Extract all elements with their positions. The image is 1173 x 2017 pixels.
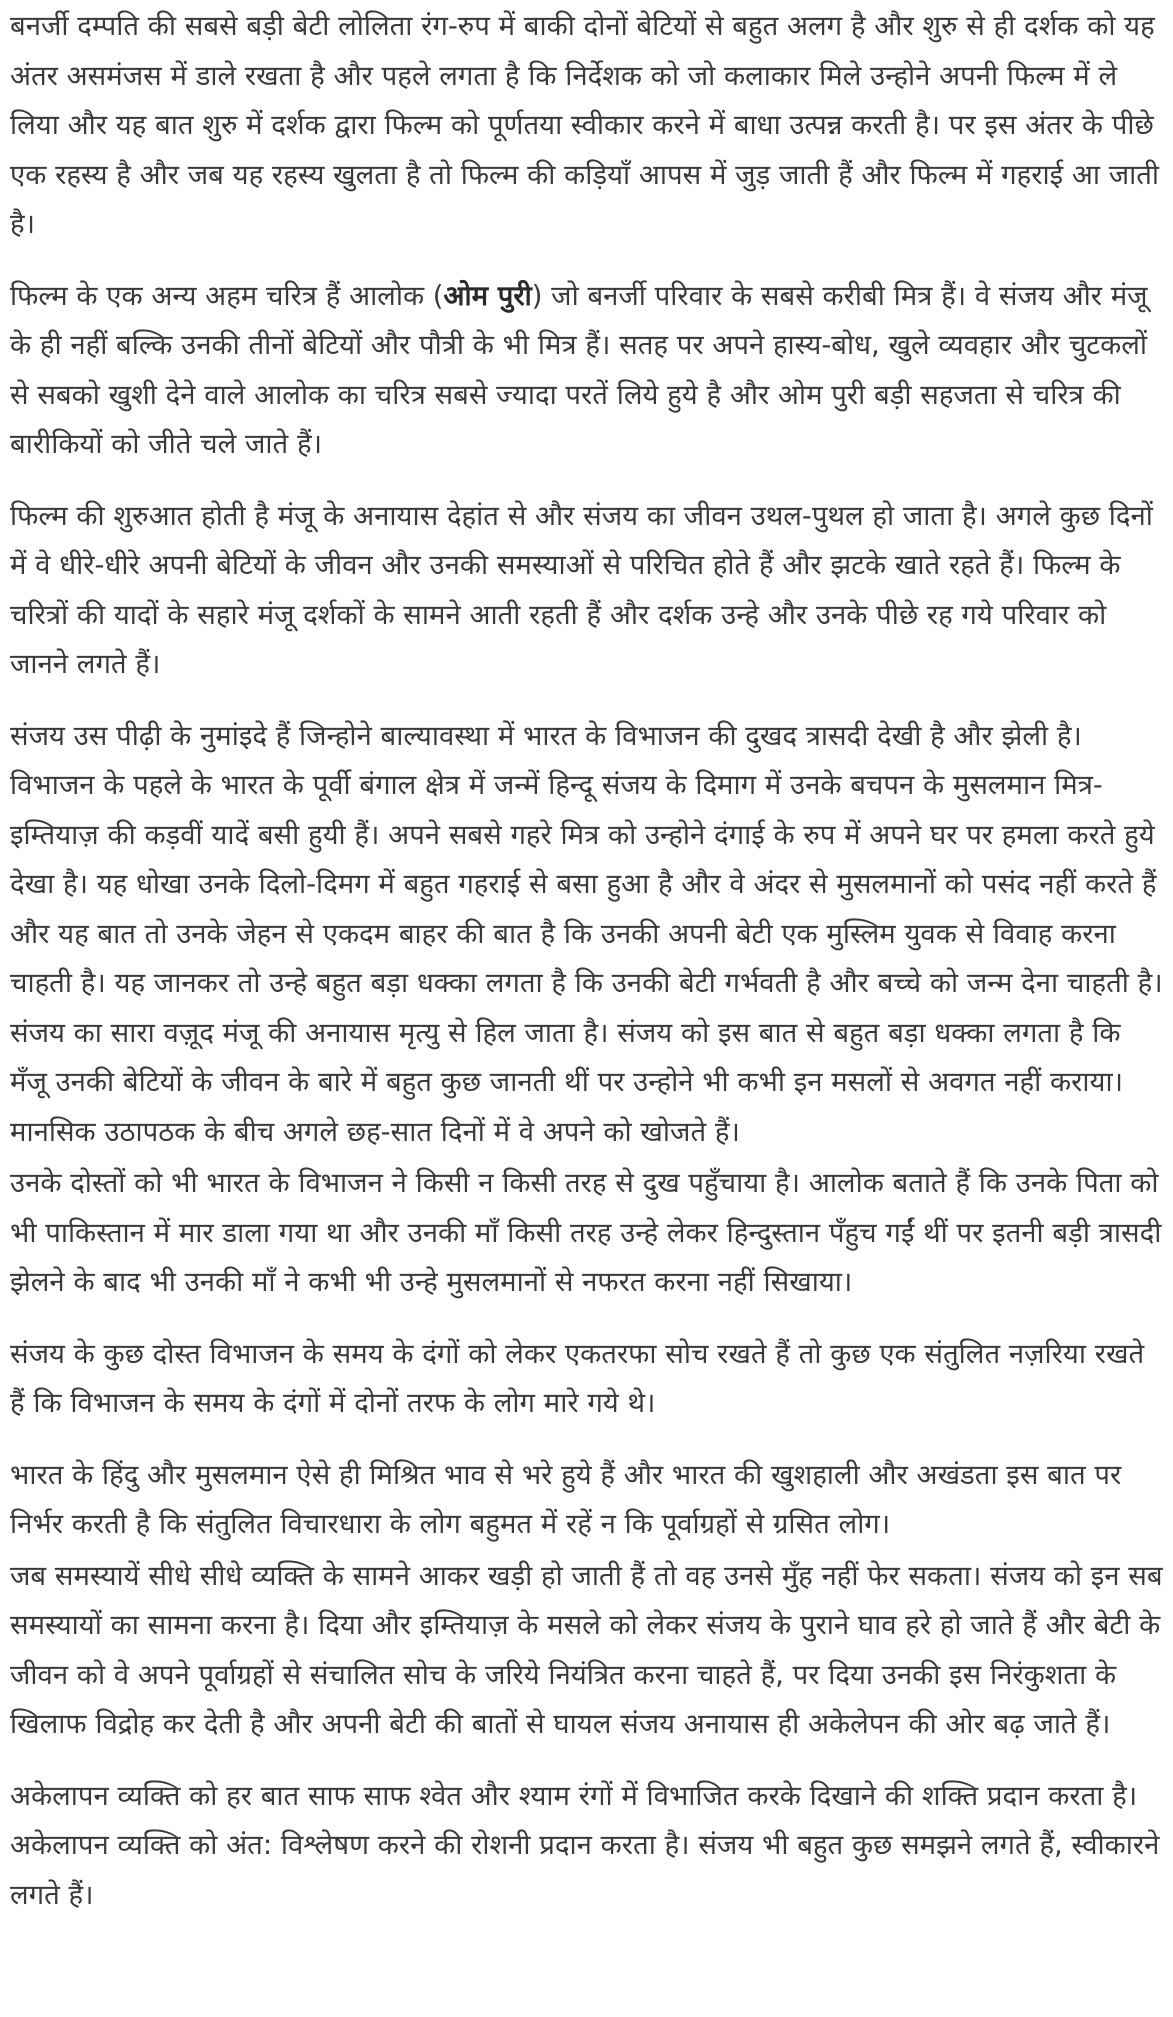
paragraph-loneliness: अकेलापन व्यक्ति को हर बात साफ साफ श्वेत और श्याम रंगों में विभाजित करके दिखाने की शक्ति प्रदान करता है। अकेलापन व्यक्ति को अंत: विश्लेषण करने की रोशनी प्रदान करता है। संजय भी बहुत कुछ समझने लगते हैं, स्वीकारने लगते हैं। [10, 1779, 1160, 1911]
paragraph-friends-partition: उनके दोस्तों को भी भारत के विभाजन ने किसी न किसी तरह से दुख पहुँचाया है। आलोक बताते हैं कि उनके पिता को भी पाकिस्तान में मार डाला गया था और उनकी माँ किसी तरह उन्हे लेकर हिन्दुस्तान पँहुच गईं थीं पर इतनी बड़ी त्रासदी झेलने के बाद भी उनकी माँ ने कभी भी उन्हे मुसलमानों से नफरत करना नहीं सिखाया। [10, 1167, 1162, 1298]
paragraph-alok [10, 272, 1165, 470]
actor-name-om-puri: ओम पुरी [443, 279, 532, 312]
paragraph-friends-views: संजय के कुछ दोस्त विभाजन के समय के दंगों को लेकर एकतरफा सोच रखते हैं तो कुछ एक संतुलित नज़रिया रखते हैं कि विभाजन के समय के दंगों में दोनों तरफ के लोग मारे गये थे। [10, 1337, 1145, 1419]
paragraph-alok-text-end: ) जो बनर्जी परिवार के सबसे करीबी मित्र हैं। वे संजय और मंजू के ही नहीं बल्कि उनकी तीनों बेटियों और पौत्री के भी मित्र हैं। सतह पर अपने हास्य-बोध, खुले व्यवहार और चुटकलों से सबको खुशी देने वाले आलोक का चरित्र सबसे ज्यादा परतें लिये हुये है और ओम पुरी बड़ी सहजता से चरित्र की बारीकियों को जीते चले जाते हैं। [10, 279, 1148, 460]
paragraph-alok-text-start: फिल्म के एक अन्य अहम चरित्र हैं आलोक ( [10, 279, 444, 312]
paragraph-sanjay-partition: संजय उस पीढ़ी के नुमांइदे हैं जिन्होने बाल्यावस्था में भारत के विभाजन की दुखद त्रासदी देखी है और झेली है। विभाजन के पहले के भारत के पूर्वी बंगाल क्षेत्र में जन्में हिन्दू संजय के दिमाग में उनके बचपन के मुसलमान मित्र-इम्तियाज़ की कड़वीं यादें बसी हुयी हैं। अपने सबसे गहरे मित्र को उन्होने दंगाई के रुप में अपने घर पर हमला करते हुये देखा है। यह धोखा उनके दिलो-दिमग में बहुत गहराई से बसा हुआ है और वे अंदर से मुसलमानों को पसंद नहीं करते हैं और यह बात तो उनके जेहन से एकदम बाहर की बात है कि उनकी अपनी बेटी एक मुस्लिम युवक से विवाह करना चाहती है। यह जानकर तो उन्हे बहुत बड़ा धक्का लगता है कि उनकी बेटी गर्भवती है और बच्चे को जन्म देना चाहती है। संजय का सारा वज़ूद मंजू की अनायास मृत्यु से हिल जाता है। संजय को इस बात से बहुत बड़ा धक्का लगता है कि मँजू उनकी बेटियों के जीवन के बारे में बहुत कुछ जानती थीं पर उन्होने भी कभी इन मसलों से अवगत नहीं कराया। मानसिक उठापठक के बीच अगले छह-सात दिनों में वे अपने को खोजते हैं। [10, 719, 1163, 1148]
paragraph-lolita: बनर्जी दम्पति की सबसे बड़ी बेटी लोलिता रंग-रुप में बाकी दोनों बेटियों से बहुत अलग है और शुरु से ही दर्शक को यह अंतर असमंजस में डाले रखता है और पहले लगता है कि निर्देशक को जो कलाकार मिले उन्होने अपनी फिल्म में ले लिया और यह बात शुरु में दर्शक द्वारा फिल्म को पूर्णतया स्वीकार करने में बाधा उत्पन्न करती है। पर इस अंतर के पीछे एक रहस्य है और जब यह रहस्य खुलता है तो फिल्म की कड़ियाँ आपस में जुड़ जाती हैं और फिल्म में गहराई आ जाती है। [10, 10, 1160, 240]
paragraph-film-beginning: फिल्म की शुरुआत होती है मंजू के अनायास देहांत से और संजय का जीवन उथल-पुथल हो जाता है। अगले कुछ दिनों में वे धीरे-धीरे अपनी बेटियों के जीवन और उनकी समस्याओं से परिचित होते हैं और झटके खाते रहते हैं। फिल्म के चरित्रों की यादों के सहारे मंजू दर्शकों के सामने आती रहती हैं और दर्शक उन्हे और उनके पीछे रह गये परिवार को जानने लगते हैं। [10, 499, 1153, 680]
paragraph-problems-confront: जब समस्यायें सीधे सीधे व्यक्ति के सामने आकर खड़ी हो जाती हैं तो वह उनसे मुँह नहीं फेर सकता। संजय को इन सब समस्यायों का सामना करना है। दिया और इम्तियाज़ के मसले को लेकर संजय के पुराने घाव हरे हो जाते हैं और बेटी के जीवन को वे अपने पूर्वाग्रहों से संचालित सोच के जरिये नियंत्रित करना चाहते हैं, पर दिया उनकी इस निरंकुशता के खिलाफ विद्रोह कर देती है और अपनी बेटी की बातों से घायल संजय अनायास ही अकेलेपन की ओर बढ़ जाते हैं। [10, 1559, 1163, 1740]
article-body [10, 2, 1165, 1920]
paragraph-india-balance: भारत के हिंदु और मुसलमान ऐसे ही मिश्रित भाव से भरे हुये हैं और भारत की खुशहाली और अखंडता इस बात पर निर्भर करती है कि संतुलित विचारधारा के लोग बहुमत में रहें न कि पूर्वाग्रहों से ग्रसित लोग। [10, 1458, 1122, 1540]
